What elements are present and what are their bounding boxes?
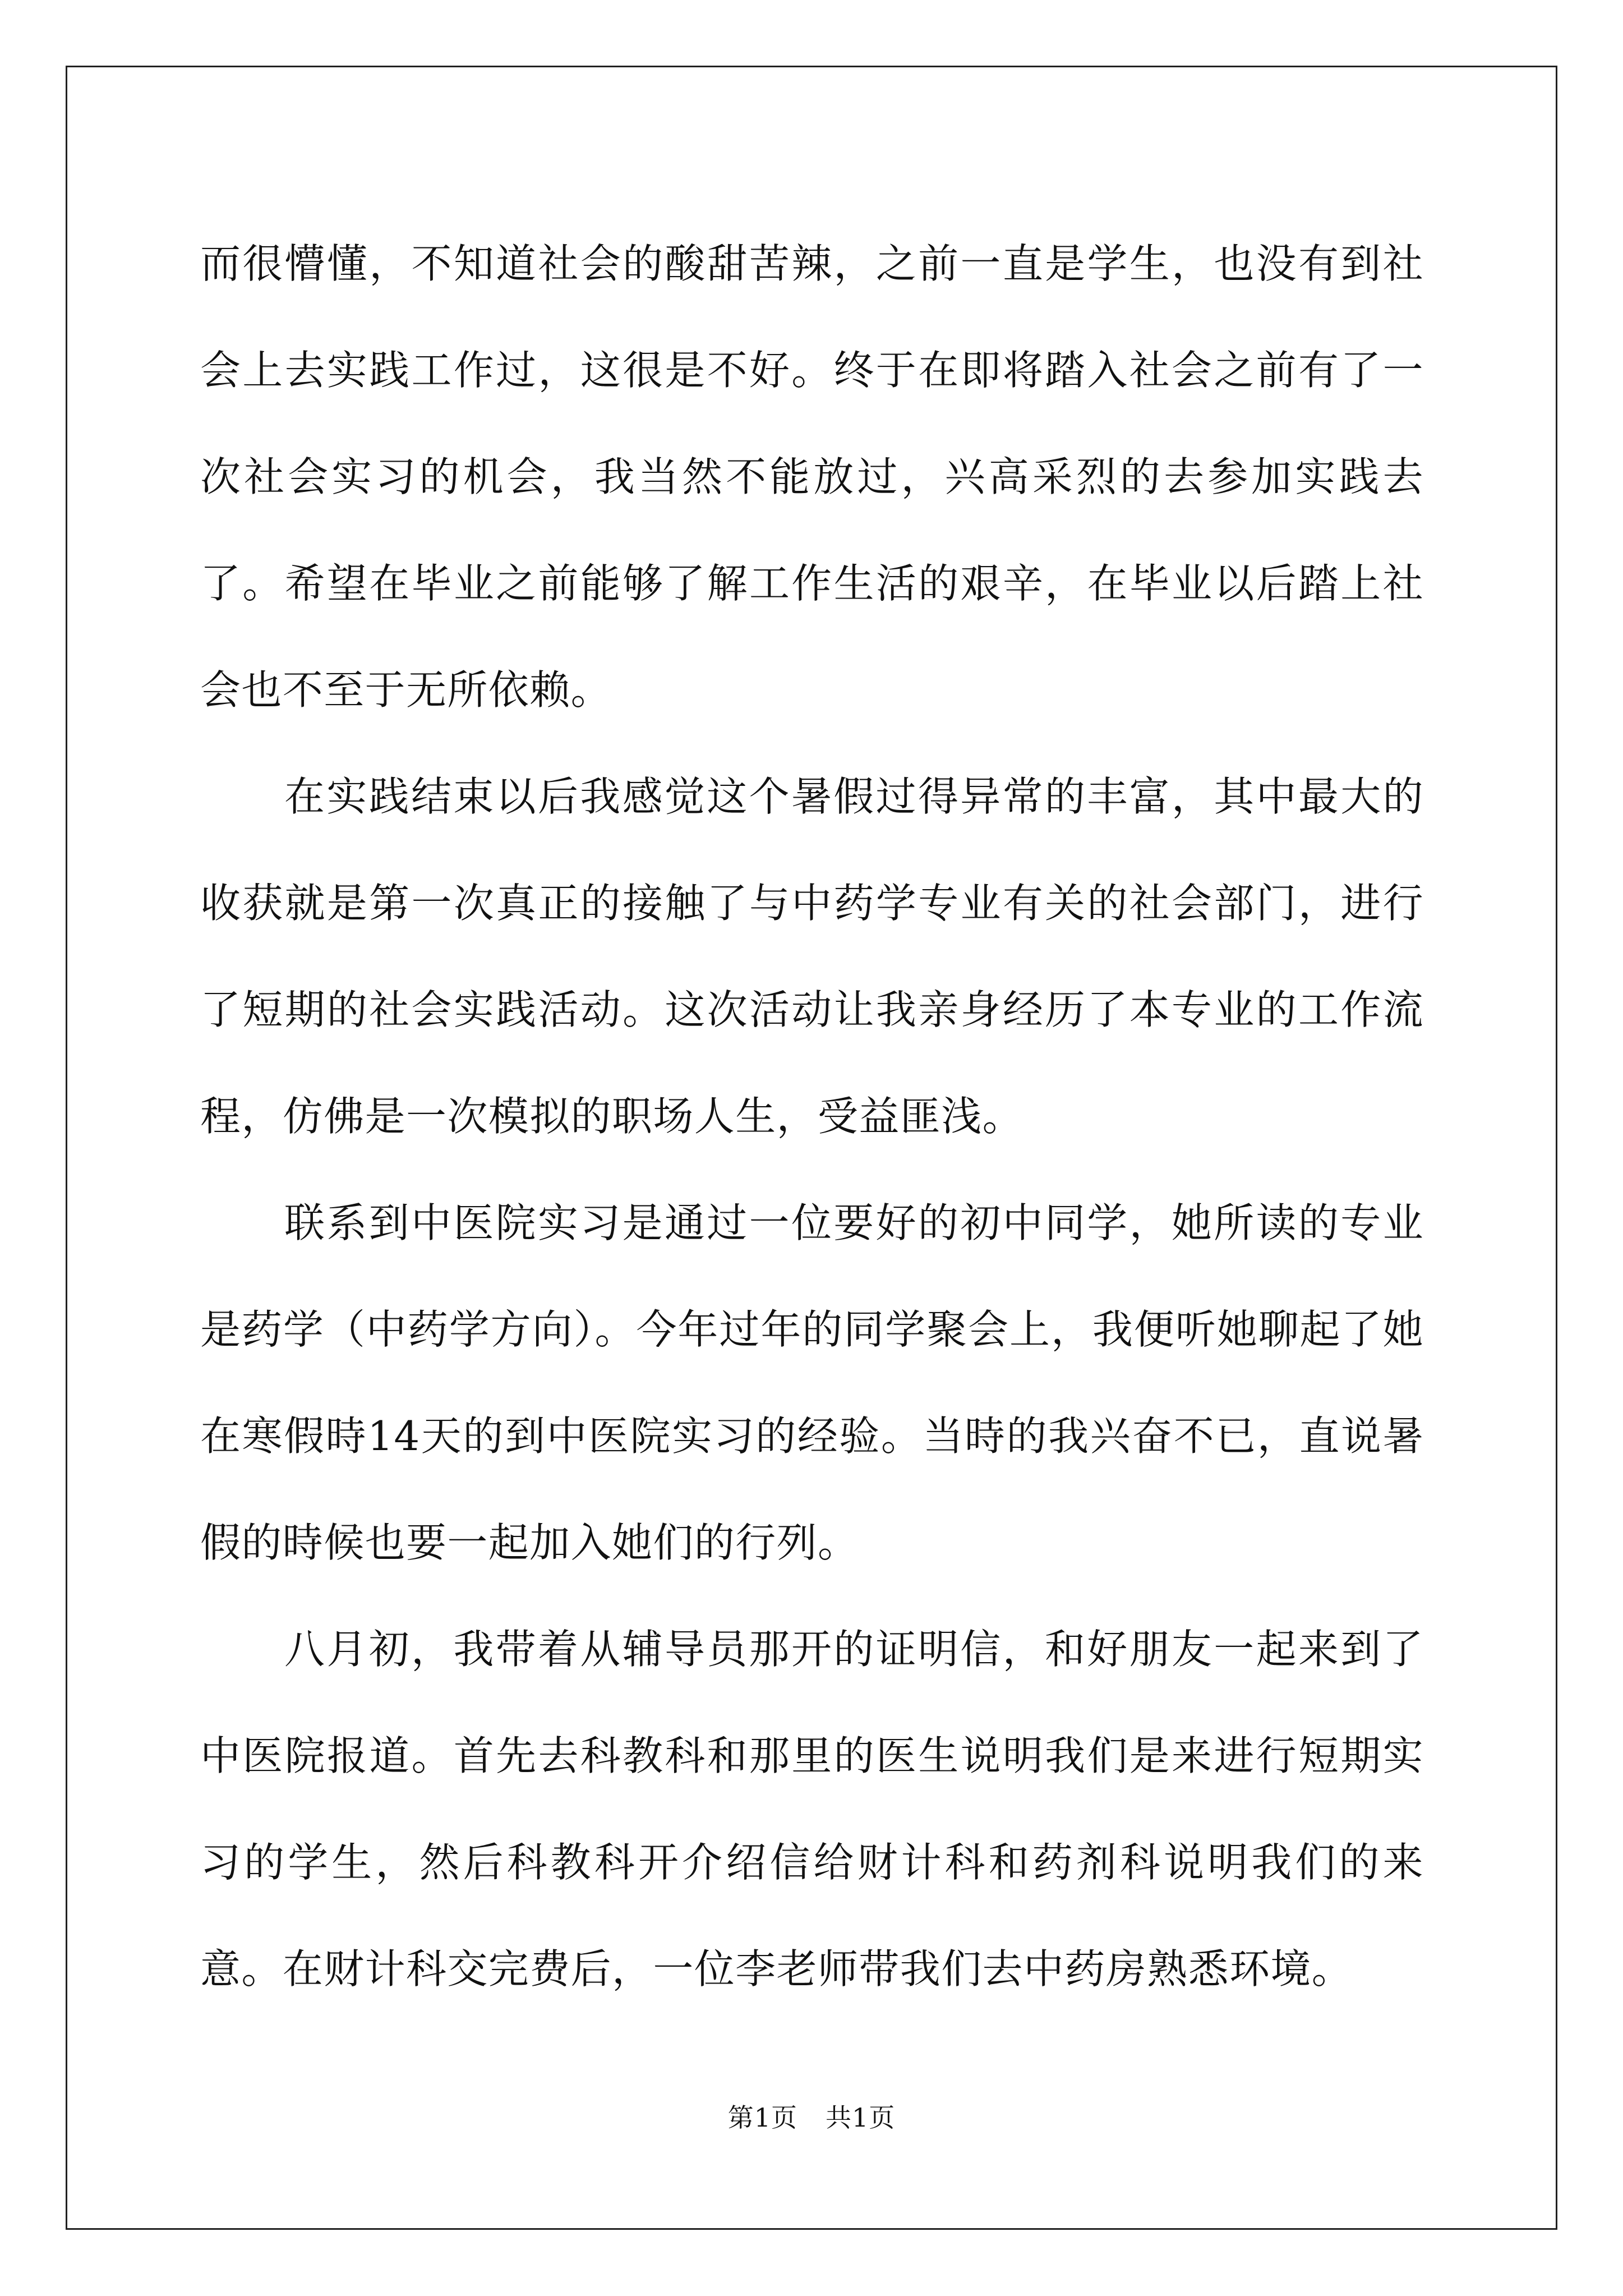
- paragraph-1: 而很懵懂，不知道社会的酸甜苦辣，之前一直是学生，也没有到社会上去实践工作过，这很是不好。终于在即将踏入社会之前有了一次社会实习的机会，我当然不能放过，兴高采烈的去参加实践去了。希望在毕业之前能够了解工作生活的艰辛，在毕业以后踏上社会也不至于无所依赖。: [200, 240, 1424, 714]
- total-pages-label: 共1页: [826, 2102, 896, 2133]
- current-page-label: 第1页: [727, 2102, 797, 2133]
- page-footer: [0, 2101, 1623, 2134]
- paragraph-4: 八月初，我带着从辅导员那开的证明信，和好朋友一起来到了中医院报道。首先去科教科和那里的医生说明我们是来进行短期实习的学生，然后科教科开介绍信给财计科和药剂科说明我们的来意。在财计科交完费后，一位李老师带我们去中药房熟悉环境。: [200, 1626, 1424, 1993]
- paragraph-3: 联系到中医院实习是通过一位要好的初中同学，她所读的专业是药学（中药学方向）。今年过年的同学聚会上，我便听她聊起了她在寒假時14天的到中医院实习的经验。当時的我兴奋不已，直说暑假的時候也要一起加入她们的行列。: [200, 1199, 1424, 1566]
- paragraph-2: 在实践结束以后我感觉这个暑假过得异常的丰富，其中最大的收获就是第一次真正的接触了与中药学专业有关的社会部门，进行了短期的社会实践活动。这次活动让我亲身经历了本专业的工作流程，仿佛是一次模拟的职场人生，受益匪浅。: [200, 773, 1424, 1140]
- document-body: [200, 210, 1424, 2022]
